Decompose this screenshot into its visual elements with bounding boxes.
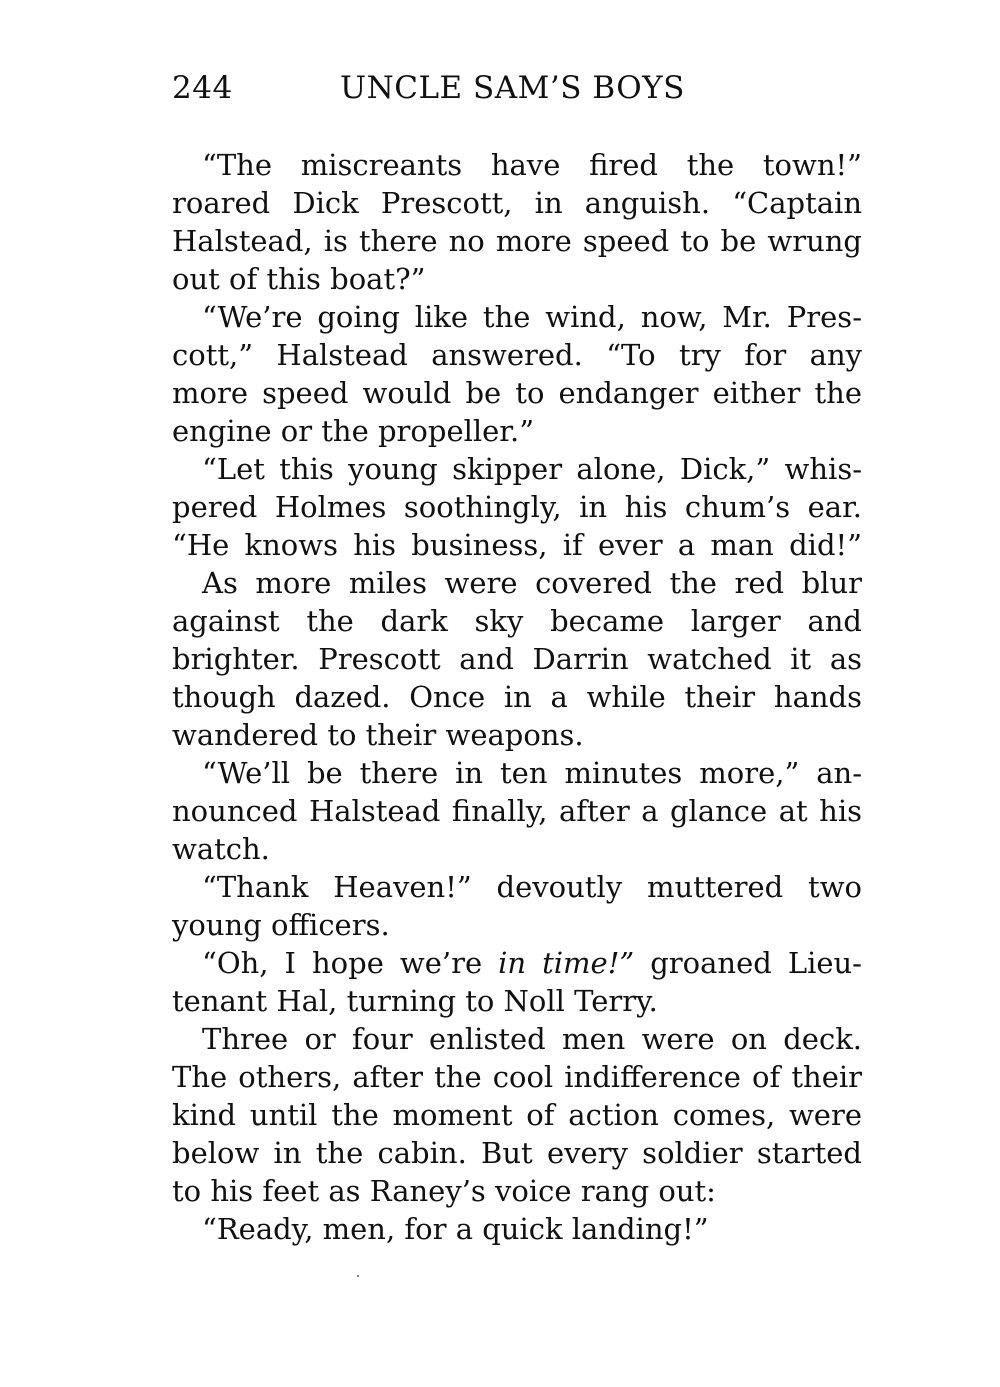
text-line: Three or four enlisted men were on deck. — [202, 1022, 862, 1056]
text-line: nounced Halstead finally, after a glance at his — [172, 794, 862, 828]
text-line: to his feet as Raney’s voice rang out: — [172, 1174, 716, 1208]
body-text — [172, 146, 862, 1248]
text-line: “The miscreants have fired the town!” — [202, 148, 862, 182]
page-header — [172, 70, 862, 114]
text-line: “We’ll be there in ten minutes more,” an- — [202, 756, 862, 790]
text-run: groaned Lieu- — [634, 946, 862, 980]
text-line — [172, 944, 862, 982]
text-line: wandered to their weapons. — [172, 718, 584, 752]
text-line: Halstead, is there no more speed to be wrung — [172, 224, 862, 258]
text-line: more speed would be to endanger either the — [172, 376, 862, 410]
text-line: cott,” Halstead answered. “To try for any — [172, 338, 862, 372]
text-line: “Ready, men, for a quick landing!” — [202, 1212, 709, 1246]
text-line: though dazed. Once in a while their hands — [172, 680, 862, 714]
text-line: tenant Hal, turning to Noll Terry. — [172, 984, 658, 1018]
italic-phrase: in time!” — [498, 946, 635, 980]
running-title: UNCLE SAM’S BOYS — [340, 70, 685, 106]
ink-speck — [357, 1275, 359, 1277]
text-line: As more miles were covered the red blur — [202, 566, 862, 600]
text-line: “Let this young skipper alone, Dick,” whis- — [202, 452, 862, 486]
text-line: out of this boat?” — [172, 262, 426, 296]
page-number: 244 — [172, 70, 233, 106]
text-line: “He knows his business, if ever a man did!” — [172, 528, 862, 562]
text-line: young officers. — [172, 908, 390, 942]
text-line: engine or the propeller.” — [172, 414, 535, 448]
text-line: brighter. Prescott and Darrin watched it as — [172, 642, 862, 676]
text-line: below in the cabin. But every soldier started — [172, 1136, 862, 1170]
text-line: watch. — [172, 832, 270, 866]
text-line: against the dark sky became larger and — [172, 604, 862, 638]
text-line: kind until the moment of action comes, were — [172, 1098, 862, 1132]
text-line: “We’re going like the wind, now, Mr. Pres- — [202, 300, 862, 334]
text-line: roared Dick Prescott, in anguish. “Captain — [172, 186, 862, 220]
text-line: “Thank Heaven!” devoutly muttered two — [202, 870, 862, 904]
text-run: “Oh, I hope we’re — [202, 946, 499, 980]
text-line: The others, after the cool indifference of their — [172, 1060, 862, 1094]
text-line: pered Holmes soothingly, in his chum’s ear. — [172, 490, 862, 524]
